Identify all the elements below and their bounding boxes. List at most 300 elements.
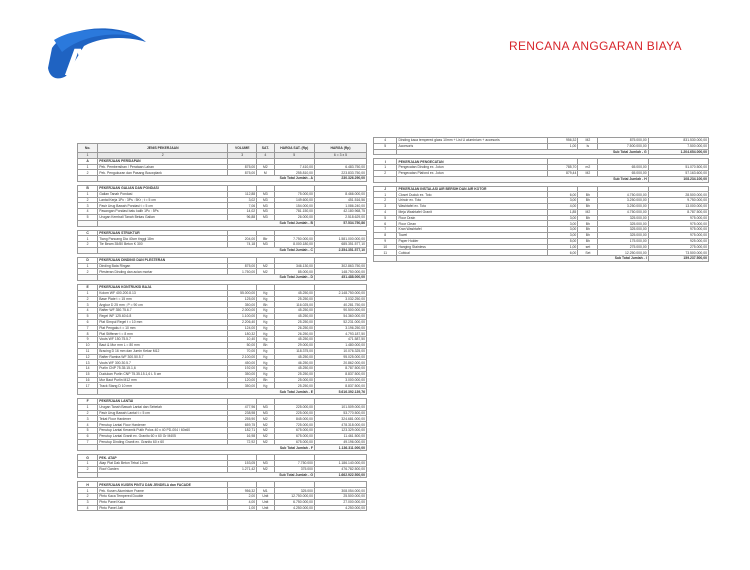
col-header-unit: SAT. [257,144,274,153]
item-number: 6 [78,433,98,439]
section-title: PEKERJAAN KUSEN PINTU DAN JENDELA dan FACADE [98,482,228,488]
item-unit-price: 7.750.000 [274,461,314,467]
subtotal-row [374,256,709,262]
item-price: 27.000.000,00 [314,499,366,505]
item-unit: Kg [257,319,274,325]
col-header-name: JENIS PEKERJAAN [98,144,228,153]
item-unit: M2 [578,138,598,144]
item-price: 4.793.187,50 [314,331,366,337]
item-unit: Kg [257,371,274,377]
item-unit-price: 25.000,00 [274,377,314,383]
item-unit: M2 [257,428,274,434]
item-unit-price: 4.750.000,00 [598,192,648,198]
item-price: 10.076.325,00 [314,348,366,354]
item-volume: 2.100,00 [228,354,257,360]
item-unit-price: 65.000,00 [598,170,648,176]
item-price: 42.180.968,75 [314,209,366,215]
item-number: 9 [374,238,397,244]
subtotal-label: Sub Total Jumlah - I [397,256,648,262]
item-unit-price: 675.000,00 [274,433,314,439]
item-number: 9 [78,337,98,343]
item-unit-price: 12.750.000,00 [274,494,314,500]
item-volume: 2,00 [228,494,257,500]
item-price: 9.750.000,00 [648,198,708,204]
empty-cell [374,256,397,262]
item-unit-price: 7.750.000,00 [274,236,314,242]
item-unit-price: 26.000,00 [274,214,314,220]
budget-sheet-left [77,143,367,570]
item-unit-price: 25.250,00 [274,371,314,377]
item-volume: 112,88 [228,191,257,197]
item-unit: Kg [257,360,274,366]
item-unit: Kg [257,337,274,343]
item-price: 3.032.250,00 [314,296,366,302]
item-unit: M2 [257,422,274,428]
item-number: 2 [78,296,98,302]
item-volume: 1.271,42 [228,466,257,472]
item-unit: M2 [257,269,274,275]
item-volume: 125,00 [228,296,257,302]
item-price: 8.787.500,00 [648,209,708,215]
section-title: PEKERJAAN PERSIAPAN [98,158,228,164]
item-number: 6 [374,221,397,227]
item-price: 25.500.000,00 [314,494,366,500]
item-number: 2 [78,197,98,203]
section-letter: D [78,257,98,263]
item-volume: 659,75 [228,422,257,428]
item-unit: Bh [257,377,274,383]
item-unit-price: 118.375,00 [274,348,314,354]
item-name: Kran Washtafel [397,227,548,233]
item-unit: M3 [257,410,274,416]
item-unit: Unit [257,499,274,505]
item-unit: Kg [257,383,274,389]
item-unit-price: 325.000,00 [598,215,648,221]
item-unit-price: 7.410,00 [274,164,314,170]
item-name: Dudukan Purlin CNP 75.35.15.1,6 L 5 cm [98,371,228,377]
item-unit: Kg [257,354,274,360]
item-price: 4.250.000,00 [314,505,366,511]
item-volume: 153,05 [228,461,257,467]
item-price: 3.196.250,00 [314,325,366,331]
item-name: Floor Drain [397,215,548,221]
item-name: Penutup Lantai Keramik Putih Polos 40 x 40 PD-004 / 60x60 [98,428,228,434]
item-volume: 450,00 [228,360,257,366]
item-price: 101.509.000,00 [314,404,366,410]
subtotal-label: Sub Total Jumlah - E [98,389,315,395]
item-unit: M2 [257,164,274,170]
item-name: Cubical [397,250,548,256]
item-number: 12 [78,354,98,360]
item-name: Pintu Panel Jati [98,505,228,511]
item-volume: 74,18 [228,242,257,248]
item-unit-price: 175.000,00 [598,238,648,244]
item-number: 5 [374,143,397,149]
item-price: 478.318.000,00 [314,422,366,428]
item-unit: Bh [578,221,598,227]
subtotal-label: Sub Total Jumlah - C [98,247,315,253]
item-name: Paper Holder [397,238,548,244]
item-price: 8.787.500,00 [314,366,366,372]
item-name: Regel WF 125.60.6.8 [98,313,228,319]
item-unit: M2 [257,439,274,445]
item-volume: 1,85 [548,209,578,215]
subtotal-label: Sub Total Jumlah - D [98,275,315,281]
item-volume: 182,71 [228,428,257,434]
section-title: PEKERJAAN PENGECATAN [397,159,548,165]
item-number: 8 [374,232,397,238]
item-price: 90.500.000,00 [314,308,366,314]
item-volume: 4,00 [548,203,578,209]
item-number: 1 [78,290,98,296]
table-row [78,505,367,511]
item-unit: M2 [578,170,598,176]
item-price: 275.000,00 [648,244,708,250]
item-number: 2 [374,198,397,204]
item-price: 123.329.000,00 [314,428,366,434]
item-volume: 477,96 [228,404,257,410]
item-unit-price: 45.250,00 [274,290,314,296]
item-number: 2 [78,242,98,248]
table-body-right [374,138,709,262]
item-volume: 124,00 [228,325,257,331]
item-volume: 6,00 [548,192,578,198]
item-volume: 350,00 [228,302,257,308]
item-name: Vouts WF 300.30.5.7 [98,360,228,366]
item-number: 3 [374,203,397,209]
item-unit: Unit [257,505,274,511]
item-price: 975.000,00 [648,227,708,233]
item-name: Urugan Kembali Tanah Bekas Galian [98,214,228,220]
item-number: 2 [78,170,98,176]
item-volume: 204,00 [228,236,257,242]
item-number: 1 [78,488,98,494]
subtotal-label: Sub Total Jumlah - B [98,220,315,226]
item-name: Pek. Kusen Aluminium Frame [98,488,228,494]
item-name: Pasangan Pondasi batu kalih 1Pc : 5Ps [98,209,228,215]
item-unit: M1 [257,488,274,494]
item-price: 8.466.000,00 [314,191,366,197]
subtotal-label: Sub Total Jumlah - G [397,149,648,155]
item-name: Pintu Kaca Tempered Double [98,494,228,500]
item-number: 1 [374,165,397,171]
item-unit: Bh [257,302,274,308]
item-unit-price: 725.000,00 [274,422,314,428]
item-unit-price: 45.250,00 [274,313,314,319]
item-price: 302.863.750,00 [314,263,366,269]
item-unit: M3 [257,242,274,248]
item-number: 5 [374,215,397,221]
section-title: PEKERJAAN GALIAN DAN PONDASI [98,185,228,191]
item-number: 8 [78,331,98,337]
item-volume: 50,00 [228,342,257,348]
item-unit-price: 45.250,00 [274,308,314,314]
item-unit-price: 3.250.000,00 [598,203,648,209]
item-unit: Bh [578,215,598,221]
item-unit: M [257,170,274,176]
item-volume: 16,98 [228,433,257,439]
item-price: 49.196.000,00 [314,439,366,445]
item-unit-price: 325.000 [274,488,314,494]
item-unit-price: 45.250,00 [274,354,314,360]
item-name: Plat Stiffener t = 8 mm [98,331,228,337]
item-price: 8.837.500,00 [314,371,366,377]
item-price: 1.581.000.000,00 [314,236,366,242]
item-name: Rafter WF 350.75.6.7 [98,308,228,314]
item-price: 685.351.577,10 [314,242,366,248]
item-name: Pintu Panel Kaca [98,499,228,505]
item-name: Tie Beam 35/80 Beton K 300 [98,242,228,248]
item-number: 5 [78,313,98,319]
item-unit: Bh [578,232,598,238]
item-unit: Bh [578,192,598,198]
item-unit-price: 85.000,00 [274,269,314,275]
item-number: 6 [78,319,98,325]
col-index: 5 [274,153,314,159]
item-unit-price: 4.250.000,00 [274,505,314,511]
item-price: 13.000.000,00 [648,203,708,209]
section-title: PEKERJAAN STRUKTUR [98,230,228,236]
item-number: 4 [374,138,397,144]
item-name: Tekat Floor Hardener [98,416,228,422]
item-unit: Btr [257,236,274,242]
item-unit-price: 26.250,00 [274,331,314,337]
item-unit-price: 46.250,00 [274,360,314,366]
item-volume: 956,32 [548,138,578,144]
col-index: 2 [98,153,228,159]
subtotal-label: Sub Total Jumlah - F [98,445,315,451]
item-name: Pengecatan Dinding ex. Jotun [397,165,548,171]
item-volume: 3,02 [228,197,257,203]
item-volume: 55.000,00 [228,290,257,296]
item-name: Closet Duduk ex. Toto [397,192,548,198]
item-volume: 1,00 [548,143,578,149]
item-unit: Kg [257,313,274,319]
item-name: Pasir Urug Bawah Pondasi t = 5 cm [98,203,228,209]
subtotal-value: 57.534.750,86 [314,220,366,226]
item-unit: Bh [578,203,598,209]
item-price: 40.281.750,00 [314,302,366,308]
col-index: 3 [228,153,257,159]
section-title: PEKERJAAN KONTRUKSI BAJA [98,284,228,290]
item-name: Pengecatan Plafond ex. Jotun [397,170,548,176]
item-unit: Kg [257,325,274,331]
subtotal-value: 1.136.311.000,00 [314,445,366,451]
item-volume: 72,92 [228,439,257,445]
item-number: 10 [374,244,397,250]
item-price: 975.000,00 [648,215,708,221]
item-number: 3 [78,416,98,422]
section-letter: B [78,185,98,191]
item-unit-price: 346.130,00 [274,263,314,269]
item-name: Tiang Pancang Dia 40cm tinggi 18m [98,236,228,242]
item-price: 11.461.500,00 [314,433,366,439]
item-unit-price: 255.810,00 [274,170,314,176]
subtotal-label: Sub Total Jumlah - G [98,472,315,478]
item-unit-price: 325.000,00 [598,227,648,233]
subtotal-value: 451.488.000,00 [314,275,366,281]
item-price: 925.000,00 [648,238,708,244]
item-volume: 10,40 [228,337,257,343]
item-name: Pek. Pengukuran dan Pasang Bouwplank [98,170,228,176]
item-unit: M2 [257,263,274,269]
item-name: Kolom WF 400.200.8.13 [98,290,228,296]
item-price: 831.530.000,00 [648,138,708,144]
item-volume: 3,00 [548,232,578,238]
item-name: Galian Tanah Pondasi [98,191,228,197]
item-unit: Kg [257,296,274,302]
item-unit: M3 [257,404,274,410]
item-volume: 4,00 [228,499,257,505]
item-volume: 96,88 [228,214,257,220]
item-number: 1 [78,191,98,197]
item-price: 975.000,00 [648,221,708,227]
item-unit: ls [578,143,598,149]
item-name: Mur Baut Purlin M12 mm [98,377,228,383]
item-unit-price: 325.000,00 [598,221,648,227]
item-unit-price: 275.000,00 [598,244,648,250]
item-name: Hanging Stainless [397,244,548,250]
item-unit: M3 [257,191,274,197]
item-name: Washtafel ex. Toto [397,203,548,209]
item-unit-price: 8.000.180,00 [274,242,314,248]
item-name: Towel [397,232,548,238]
subtotal-label: Sub Total Jumlah - A [98,176,315,182]
col-index: 4 [257,153,274,159]
item-number: 14 [78,366,98,372]
item-number: 10 [78,342,98,348]
item-name: Dinding Bata Ringan [98,263,228,269]
section-title: PEKERJAAN INSTALASI AIR BERSIH DAN AIR KOTOR [397,186,548,192]
item-volume: 956,32 [228,488,257,494]
item-unit: M2 [257,416,274,422]
item-unit-price: 149.600,00 [274,197,314,203]
item-name: Accesoris [397,143,548,149]
item-number: 5 [78,428,98,434]
item-unit: Kg [257,366,274,372]
item-unit: M3 [257,203,274,209]
item-number: 4 [78,209,98,215]
item-number: 11 [78,348,98,354]
item-unit-price: 25.250,00 [274,383,314,389]
item-name: Urugan Tanah Bawah Lantai dan Sebelah [98,404,228,410]
item-unit: Kg [257,290,274,296]
item-name: Atap Plat Dak Beton Tebal 12cm [98,461,228,467]
item-number: 16 [78,377,98,383]
item-price: 1.186.140.000,00 [314,461,366,467]
item-volume: 5,00 [548,238,578,244]
item-volume: 875,00 [228,263,257,269]
item-unit: Bh [257,342,274,348]
item-price: 975.000,00 [648,232,708,238]
item-unit-price: 225.000,00 [274,410,314,416]
item-volume: 350,00 [228,383,257,389]
item-name: Penutup Lantai Granit ex. Granito 60 x 60 Gr M405 [98,433,228,439]
item-volume: 6,00 [548,250,578,256]
item-unit-price: 12.250.000,00 [598,250,648,256]
item-volume: 1,00 [228,505,257,511]
item-price: 451.516,56 [314,197,366,203]
item-unit-price: 6.750.000,00 [274,499,314,505]
item-name: Plat Pengaku t = 10 mm [98,325,228,331]
item-unit-price: 3.250.000,00 [598,198,648,204]
item-volume: 785,70 [548,165,578,171]
section-letter: I [374,159,397,165]
budget-table-left [77,143,367,511]
item-price: 95.025.000,00 [314,354,366,360]
item-unit: Kg [257,308,274,314]
item-price: 476.782.500,00 [314,466,366,472]
item-unit: set [578,244,598,250]
item-number: 2 [78,494,98,500]
section-title: PEK. ATAP [98,455,228,461]
item-unit: Unit [257,494,274,500]
subtotal-value: 5.616.392.139,76 [314,389,366,395]
item-number: 11 [374,250,397,256]
item-number: 4 [78,422,98,428]
col-index: 1 [78,153,98,159]
item-number: 3 [78,499,98,505]
item-name: Plat Simpul Regel t = 10 mm [98,319,228,325]
table-header-row [78,144,367,153]
item-price: 2.518.629,00 [314,214,366,220]
item-name: Lantai Kerja 1Pc : 3Ps : 5Kr ; t = 5 cm [98,197,228,203]
item-number: 4 [78,308,98,314]
item-number: 2 [78,466,98,472]
item-price: 7.500.000,00 [648,143,708,149]
section-title: PEKERJAAN LANTAI [98,399,228,405]
section-letter: H [78,482,98,488]
item-volume: 3,00 [548,198,578,204]
item-unit-price: 225.000,00 [274,404,314,410]
item-name: Rafter Ramba WF 300.50.5.7 [98,354,228,360]
item-price: 324.681.000,00 [314,416,366,422]
item-volume: 192,00 [228,366,257,372]
item-price: 3.000.000,00 [314,377,366,383]
subtotal-value: 1.662.922.500,00 [314,472,366,478]
item-volume: 1.750,00 [228,269,257,275]
item-number: 1 [78,164,98,170]
item-volume: 70,00 [228,348,257,354]
logo-text: Acis [64,42,141,84]
item-unit-price: 45.250,00 [274,366,314,372]
item-volume: 3,00 [548,221,578,227]
col-header-price: HARGA (Rp) [314,144,366,153]
item-volume: 2.000,00 [228,308,257,314]
item-name: Angkur D 25 mm ; P = 90 cm [98,302,228,308]
item-volume: 3,00 [548,215,578,221]
item-volume: 350,00 [228,371,257,377]
item-unit-price: 875.000,00 [598,138,648,144]
item-price: 1.480.000,00 [314,342,366,348]
item-name: Vouts WF 150.75.5.7 [98,337,228,343]
item-unit: Bh [578,198,598,204]
section-letter: A [78,158,98,164]
item-volume: 2.206,40 [228,319,257,325]
item-volume: 879,44 [548,170,578,176]
item-unit-price: 781.150,00 [274,209,314,215]
item-unit-price: 675.000,00 [274,428,314,434]
item-volume: 3,00 [548,227,578,233]
section-title: PEKERJAAN DINDING DAN PLESTERAN [98,257,228,263]
item-unit: M3 [257,197,274,203]
item-price: 73.500.000,00 [648,250,708,256]
item-price: 57.163.600,00 [648,170,708,176]
item-volume: 7,06 [228,203,257,209]
item-number: 1 [78,461,98,467]
item-price: 53.770.500,00 [314,410,366,416]
item-unit-price: 25.250,00 [274,319,314,325]
